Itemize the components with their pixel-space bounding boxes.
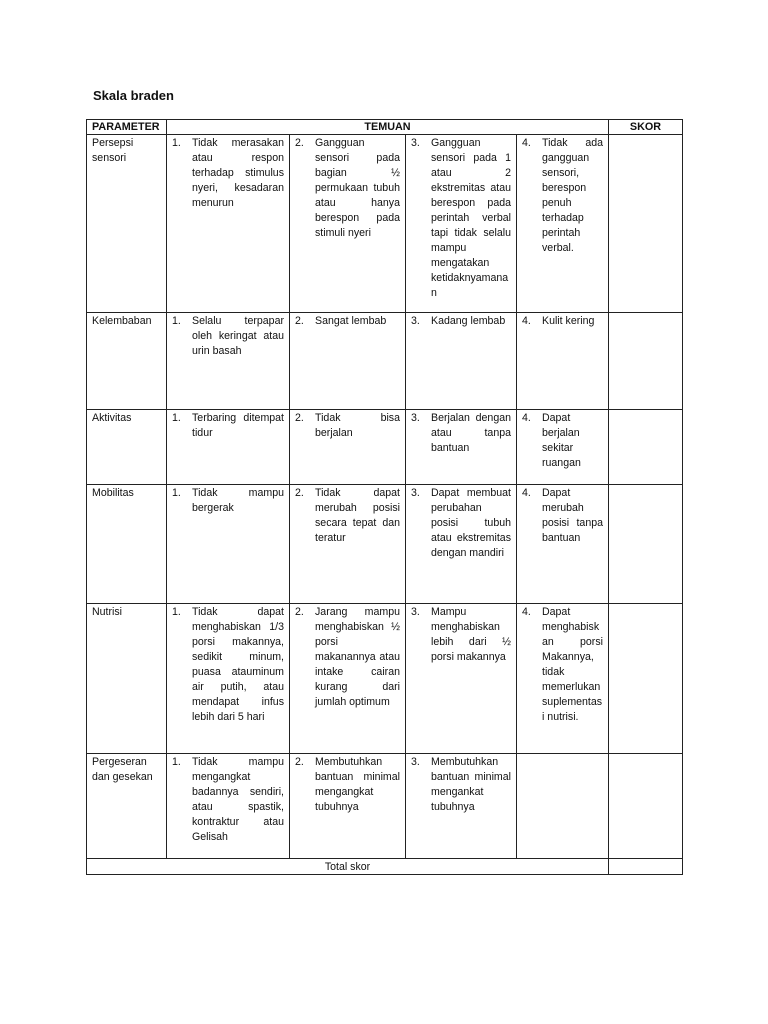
temuan-cell-4 (517, 604, 609, 754)
list-item (522, 605, 603, 725)
item-number: 4. (522, 606, 531, 618)
item-number: 2. (295, 756, 304, 768)
temuan-cell-3 (406, 410, 517, 485)
item-number: 2. (295, 606, 304, 618)
temuan-cell-4 (517, 313, 609, 410)
item-number: 4. (522, 412, 531, 424)
list-item (172, 486, 284, 516)
item-number: 1. (172, 487, 181, 499)
item-number: 3. (411, 412, 420, 424)
skor-cell (609, 313, 683, 410)
total-skor-value (609, 859, 683, 875)
temuan-cell-3 (406, 485, 517, 604)
item-number: 3. (411, 606, 420, 618)
item-text: Tidak merasakan atau respon terhadap stimulus nyeri, kesadaran menurun (192, 137, 284, 209)
list-item (172, 605, 284, 725)
temuan-cell-1 (167, 135, 290, 313)
list-item (172, 755, 284, 845)
table-row (87, 754, 683, 859)
item-text: Kadang lembab (431, 315, 506, 327)
list-item (411, 411, 511, 456)
total-skor-label: Total skor (87, 859, 609, 875)
list-item (411, 136, 511, 301)
item-text: Membutuhkan bantuan minimal mengangkat tubuhnya (315, 756, 400, 813)
list-item (295, 605, 400, 710)
item-text: Gangguan sensori pada bagian ½ permukaan tubuh atau hanya berespon pada stimuli nyeri (315, 137, 400, 239)
header-temuan: TEMUAN (167, 120, 609, 135)
item-number: 2. (295, 137, 304, 149)
item-text: Gangguan sensori pada 1 atau 2 ekstremitas atau berespon pada perintah verbal tapi tidak selalu mampu mengatakan ketidaknyamanan (431, 137, 511, 299)
item-number: 3. (411, 487, 420, 499)
table-row (87, 485, 683, 604)
temuan-cell-3 (406, 604, 517, 754)
item-text: Dapat berjalan sekitar ruangan (542, 412, 581, 469)
temuan-cell-2 (290, 313, 406, 410)
skor-cell (609, 135, 683, 313)
item-number: 1. (172, 412, 181, 424)
item-number: 1. (172, 606, 181, 618)
item-text: Berjalan dengan atau tanpa bantuan (431, 412, 511, 454)
item-text: Mampu menghabiskan lebih dari ½ porsi makannya (431, 606, 511, 663)
list-item (172, 136, 284, 211)
item-number: 3. (411, 756, 420, 768)
list-item (411, 755, 511, 815)
table-row (87, 313, 683, 410)
item-number: 1. (172, 137, 181, 149)
list-item (295, 136, 400, 241)
parameter-cell: Aktivitas (87, 410, 167, 485)
item-number: 3. (411, 315, 420, 327)
item-text: Dapat merubah posisi tanpa bantuan (542, 487, 603, 544)
item-text: Terbaring ditempat tidur (192, 412, 284, 439)
item-text: Jarang mampu menghabiskan ½ porsi makanannya atau intake cairan kurang dari jumlah optimum (315, 606, 400, 708)
temuan-cell-3 (406, 135, 517, 313)
header-parameter: PARAMETER (87, 120, 167, 135)
temuan-cell-3 (406, 313, 517, 410)
temuan-cell-1 (167, 485, 290, 604)
temuan-cell-4 (517, 485, 609, 604)
item-number: 2. (295, 412, 304, 424)
skor-cell (609, 485, 683, 604)
list-item (522, 314, 603, 329)
item-number: 1. (172, 756, 181, 768)
item-text: Sangat lembab (315, 315, 387, 327)
item-text: Dapat membuat perubahan posisi tubuh atau ekstremitas dengan mandiri (431, 487, 511, 559)
table-row (87, 410, 683, 485)
table-header-row (87, 120, 683, 135)
list-item (411, 486, 511, 561)
temuan-cell-4 (517, 410, 609, 485)
parameter-cell: Nutrisi (87, 604, 167, 754)
item-text: Tidak dapat merubah posisi secara tepat dan teratur (315, 487, 400, 544)
item-text: Tidak ada gangguan sensori, berespon penuh terhadap perintah verbal. (542, 137, 603, 254)
item-number: 2. (295, 315, 304, 327)
list-item (522, 486, 603, 546)
temuan-cell-1 (167, 754, 290, 859)
document-title: Skala braden (93, 88, 174, 103)
list-item (295, 486, 400, 546)
item-text: Tidak dapat menghabiskan 1/3 porsi makannya, sedikit minum, puasa atauminum air putih, atau mendapat infus lebih dari 5 hari (192, 606, 284, 723)
temuan-cell-1 (167, 604, 290, 754)
parameter-cell: Persepsi sensori (87, 135, 167, 313)
item-text: Membutuhkan bantuan minimal mengankat tubuhnya (431, 756, 511, 813)
list-item (411, 605, 511, 665)
temuan-cell-1 (167, 313, 290, 410)
item-text: Tidak mampu bergerak (192, 487, 284, 514)
header-skor: SKOR (609, 120, 683, 135)
temuan-cell-2 (290, 135, 406, 313)
temuan-cell-4 (517, 754, 609, 859)
skor-cell (609, 604, 683, 754)
list-item (411, 314, 511, 329)
item-text: Selalu terpapar oleh keringat atau urin basah (192, 315, 284, 357)
list-item (295, 755, 400, 815)
temuan-cell-2 (290, 604, 406, 754)
temuan-cell-3 (406, 754, 517, 859)
list-item (295, 314, 400, 329)
parameter-cell: Pergeseran dan gesekan (87, 754, 167, 859)
item-text: Dapat menghabiskan porsi Makannya, tidak memerlukan suplementasi nutrisi. (542, 606, 603, 723)
temuan-cell-1 (167, 410, 290, 485)
item-text: Kulit kering (542, 315, 595, 327)
temuan-cell-4 (517, 135, 609, 313)
list-item (172, 314, 284, 359)
item-number: 4. (522, 137, 531, 149)
item-number: 3. (411, 137, 420, 149)
table-row (87, 604, 683, 754)
item-number: 4. (522, 487, 531, 499)
skor-cell (609, 754, 683, 859)
parameter-cell: Mobilitas (87, 485, 167, 604)
braden-scale-table (86, 119, 683, 875)
item-number: 2. (295, 487, 304, 499)
list-item (522, 136, 603, 256)
item-number: 1. (172, 315, 181, 327)
total-row (87, 859, 683, 875)
temuan-cell-2 (290, 410, 406, 485)
item-text: Tidak mampu mengangkat badannya sendiri, atau spastik, kontraktur atau Gelisah (192, 756, 284, 843)
item-number: 4. (522, 315, 531, 327)
item-text: Tidak bisa berjalan (315, 412, 400, 439)
skor-cell (609, 410, 683, 485)
temuan-cell-2 (290, 754, 406, 859)
list-item (172, 411, 284, 441)
table-row (87, 135, 683, 313)
parameter-cell: Kelembaban (87, 313, 167, 410)
list-item (522, 411, 603, 471)
list-item (295, 411, 400, 441)
temuan-cell-2 (290, 485, 406, 604)
